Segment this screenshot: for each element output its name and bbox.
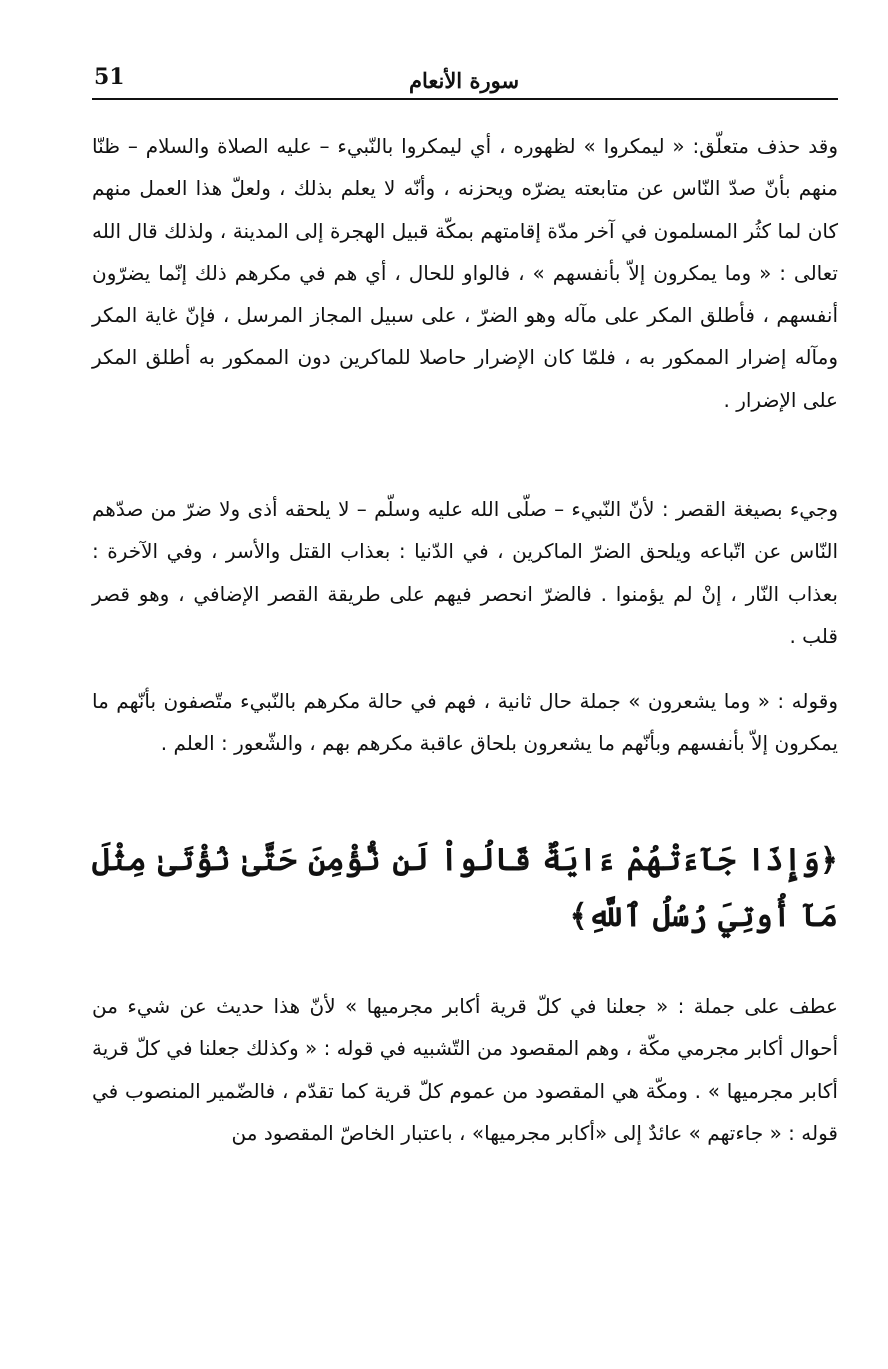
paragraph-3: وقوله : « وما يشعرون » جملة حال ثانية ، فهم في حالة مكرهم بالنّبيء متّصفون بأنّهم ما يمكرون إلاّ بأنفسهم وبأنّهم ما يشعرون بلحاق عاقبة مكرهم بهم ، والشّعور : العلم . [92, 689, 838, 756]
page-number: 51 [94, 64, 125, 90]
quran-verse [92, 832, 838, 944]
page-header [92, 62, 836, 96]
paragraph-2: وجيء بصيغة القصر : لأنّ النّبيء – صلّى الله عليه وسلّم – لا يلحقه أذى ولا ضرّ من صدّهم النّاس عن اتّباعه ويلحق الضرّ الماكرين ، في الدّنيا : بعذاب القتل والأسر ، وفي الآخرة : بعذاب النّار ، إنْ لم يؤمنوا . فالضرّ انحصر فيهم على طريقة القصر الإضافي ، وهو قصر قلب . [92, 497, 838, 648]
running-title: سورة الأنعام [408, 68, 520, 93]
paragraph-4: عطف على جملة : « جعلنا في كلّ قرية أكابر مجرميها » لأنّ هذا حديث عن شيء من أحوال أكابر مجرمي مكّة ، وهم المقصود من التّشبيه في قوله : « وكذلك جعلنا في كلّ قرية أكابر مجرميها » . ومكّة هي المقصود من عموم كلّ قرية كما تقدّم ، فالضّمير المنصوب في قوله : « جاءتهم » عائدٌ إلى «أكابر مجرميها» ، باعتبار الخاصّ المقصود من [92, 994, 838, 1145]
verse-open-bracket: ﴿ [819, 842, 838, 878]
verse-close-bracket: ﴾ [569, 898, 588, 934]
header-divider [92, 98, 838, 100]
verse-text: وَإِذَا جَآءَتْهُمْ ءَايَةٌ قَالُواْ لَن نُّؤْمِنَ حَتَّىٰ نُؤْتَىٰ مِثْلَ مَآ أُوتِيَ رُسُلُ ٱللَّهِ [92, 842, 838, 934]
paragraph-1: وقد حذف متعلّق: « ليمكروا » لظهوره ، أي ليمكروا بالنّبيء – عليه الصلاة والسلام – ظنّا منهم بأنّ صدّ النّاس عن متابعته يضرّه ويحزنه ، وأنّه لا يعلم بذلك ، ولعلّ هذا العمل منهم كان لما كثُر المسلمون في آخر مدّة إقامتهم بمكّة قبيل الهجرة إلى المدينة ، ولذلك قال الله تعالى : « وما يمكرون إلاّ بأنفسهم » ، فالواو للحال ، أي هم في مكرهم ذلك إنّما يضرّون أنفسهم ، فأطلق المكر على مآله وهو الضرّ ، على سبيل المجاز المرسل ، فإنّ غاية المكر ومآله إضرار الممكور به ، فلمّا كان الإضرار حاصلا للماكرين دون الممكور به أطلق المكر على الإضرار . [92, 134, 838, 412]
